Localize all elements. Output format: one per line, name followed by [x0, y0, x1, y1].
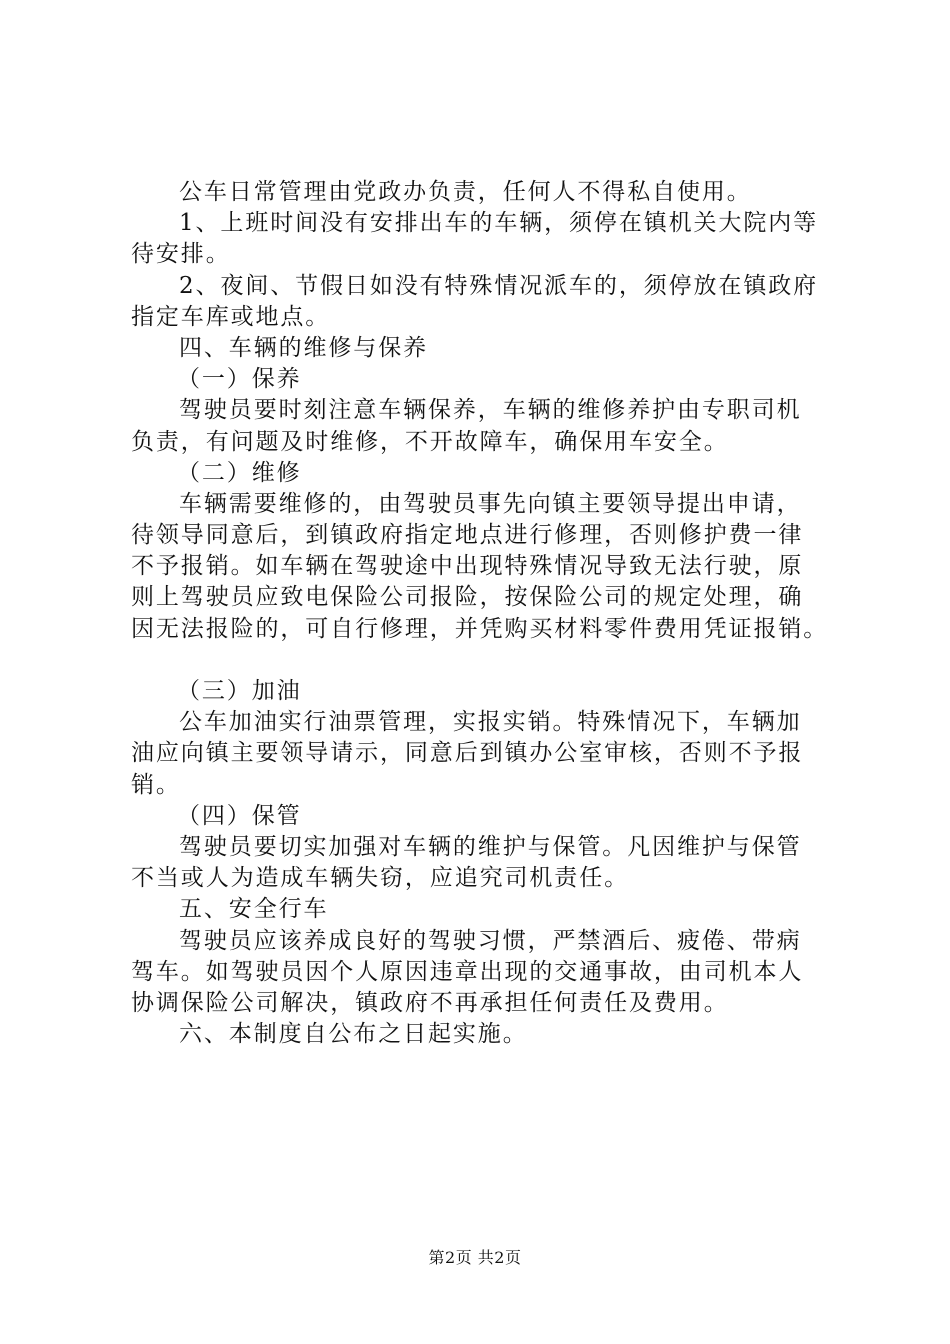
paragraph-line: 因无法报险的，可自行修理，并凭购买材料零件费用凭证报销。 — [131, 615, 829, 642]
paragraph-line: 驾驶员应该养成良好的驾驶习惯，严禁酒后、疲倦、带病 — [179, 927, 802, 954]
paragraph-line: 则上驾驶员应致电保险公司报险，按保险公司的规定处理，确 — [131, 584, 804, 611]
paragraph-line: 不当或人为造成车辆失窃，应追究司机责任。 — [131, 865, 629, 892]
paragraph-line: 驾车。如驾驶员因个人原因违章出现的交通事故，由司机本人 — [131, 958, 804, 985]
subsection-heading: （二）维修 — [177, 459, 302, 486]
section-heading: 四、车辆的维修与保养 — [179, 334, 428, 361]
paragraph-line: 待领导同意后，到镇政府指定地点进行修理，否则修护费一律 — [131, 522, 804, 549]
subsection-heading: （三）加油 — [177, 678, 302, 704]
paragraph-line: 1、上班时间没有安排出车的车辆，须停在镇机关大院内等 — [179, 210, 819, 237]
paragraph-line: 驾驶员要时刻注意车辆保养，车辆的维修养护由专职司机 — [179, 397, 802, 424]
paragraph-line: 协调保险公司解决，镇政府不再承担任何责任及费用。 — [131, 989, 729, 1016]
paragraph-line: 驾驶员要切实加强对车辆的维护与保管。凡因维护与保管 — [179, 833, 802, 860]
section-heading: 六、本制度自公布之日起实施。 — [179, 1021, 528, 1048]
paragraph-line: 不予报销。如车辆在驾驶途中出现特殊情况导致无法行驶，原 — [131, 553, 804, 580]
paragraph-line: 油应向镇主要领导请示，同意后到镇办公室审核，否则不予报 — [131, 740, 804, 767]
section-heading: 五、安全行车 — [179, 896, 329, 923]
paragraph-line: 公车日常管理由党政办负责，任何人不得私自使用。 — [179, 179, 752, 205]
subsection-heading: （四）保管 — [177, 802, 302, 829]
paragraph-line: 负责，有问题及时维修，不开故障车，确保用车安全。 — [131, 428, 729, 455]
paragraph-line: 2、夜间、节假日如没有特殊情况派车的，须停放在镇政府 — [179, 272, 819, 299]
paragraph-line: 销。 — [131, 771, 181, 798]
paragraph-line: 指定车库或地点。 — [131, 303, 331, 330]
paragraph-line: 待安排。 — [131, 241, 231, 268]
paragraph-line: 公车加油实行油票管理，实报实销。特殊情况下，车辆加 — [179, 709, 802, 736]
paragraph-line: 车辆需要维修的，由驾驶员事先向镇主要领导提出申请， — [179, 490, 802, 517]
page-number-footer: 第2页 共2页 — [428, 1248, 522, 1267]
subsection-heading: （一）保养 — [177, 366, 302, 393]
blank-line — [131, 645, 837, 676]
document-body — [131, 177, 837, 1050]
